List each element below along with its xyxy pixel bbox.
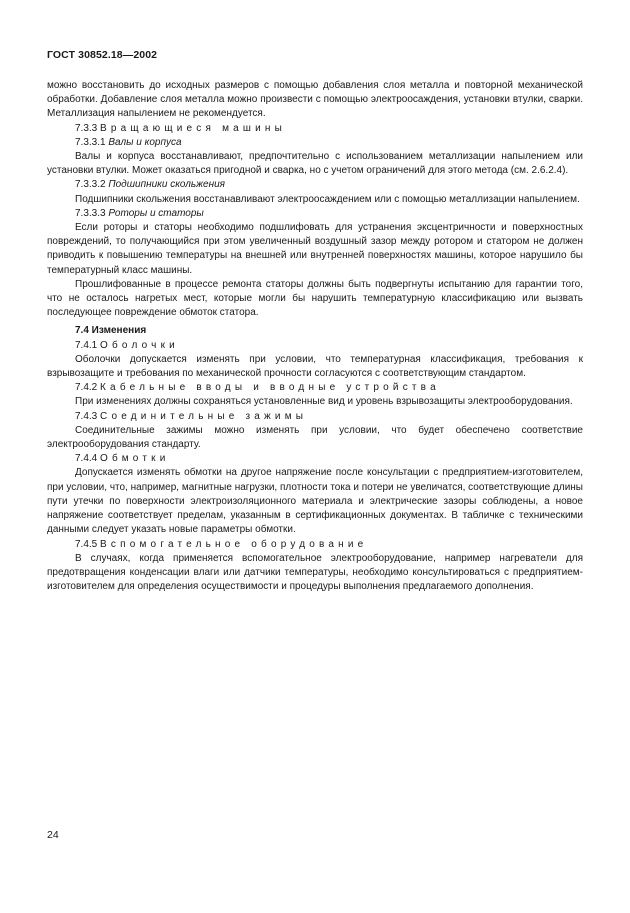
section-heading-7-4-1 [47, 339, 583, 353]
paragraph: Оболочки допускается изменять при условии, что температурная классификация, требования к взрывозащите и требования по механической прочности согласуются с соответствующим стандартом. [47, 353, 583, 380]
section-heading-7-4: 7.4 Изменения [75, 325, 147, 337]
paragraph: Соединительные зажимы можно изменять при условии, что будет обеспечено соответствие электрооборудования стандарту. [47, 424, 583, 451]
section-heading-7-4-3 [47, 410, 583, 424]
paragraph: Подшипники скольжения восстанавливают электроосаждением или с помощью металлизации напылением. [75, 193, 580, 205]
paragraph: Валы и корпуса восстанавливают, предпочтительно с использованием металлизации напылением или установки втулки. Может оказаться пригодной и сварка, но с учетом ограничений для этого метода (см. 2.6.2.4). [47, 151, 583, 177]
section-number: 7.3.3 [75, 122, 98, 134]
section-number: 7.4.1 [75, 339, 98, 351]
section-number: 7.4.4 [75, 453, 98, 465]
section-heading-7-4-2 [47, 381, 583, 395]
section-title: Обмотки [100, 453, 170, 465]
page-number: 24 [47, 829, 59, 841]
section-heading-7-3-3-1 [47, 136, 583, 150]
section-title: Оболочки [100, 339, 179, 351]
section-title: Вращающиеся машины [100, 122, 287, 134]
section-title: Подшипники скольжения [108, 179, 226, 191]
paragraph: можно восстановить до исходных размеров с помощью добавления слоя металла и повторной механической обработки. Добавление слоя металла можно произвести с помощью электроосаждения, установки втулки, сварки. Металлизация напылением не рекомендуется. [47, 80, 583, 120]
paragraph: При изменениях должны сохраняться установленные вид и уровень взрывозащиты электрооборудования. [75, 396, 573, 408]
section-number: 7.4.2 [75, 382, 98, 394]
section-heading-7-4-5 [47, 538, 583, 552]
section-number: 7.4.5 [75, 538, 98, 550]
paragraph: Допускается изменять обмотки на другое напряжение после консультации с предприятием-изготовителем, при условии, что, например, магнитные нагрузки, плотности тока и потери не увеличатся, соответствующие длины пути утечки по поверхности электроизоляционного материала и электрические зазоры соблюдены, а новое напряжение соответствует пределам, указанным в сертификационных документах. В табличке с техническими данными следует указать новые параметры обмотки. [47, 467, 583, 536]
section-number: 7.3.3.1 [75, 136, 106, 148]
section-heading-7-4-4 [47, 452, 583, 466]
section-title: Вспомогательное оборудование [100, 538, 368, 550]
section-heading-7-3-3-2 [47, 178, 583, 192]
section-number: 7.3.3.2 [75, 179, 106, 191]
section-heading-7-3-3-3 [47, 207, 583, 221]
section-heading-7-3-3 [47, 122, 583, 136]
section-title: Роторы и статоры [108, 207, 204, 219]
paragraph: В случаях, когда применяется вспомогательное электрооборудование, например нагреватели для предотвращения конденсации влаги или датчики температуры, необходимо консультироваться с предприятием-изготовителем для определения осуществимости и процедуры выполнения предлагаемого дополнения. [47, 552, 583, 593]
section-title: Кабельные вводы и вводные устройства [100, 382, 440, 394]
paragraph: Прошлифованные в процессе ремонта статоры должны быть подвергнуты испытанию для гарантии того, что не осталось нагретых мест, которые могли бы нарушить температурную классификацию или вызвать последующее повреждение обмоток статора. [47, 278, 583, 319]
paragraph: Если роторы и статоры необходимо подшлифовать для устранения эксцентричности и поверхностных повреждений, то получающийся при этом увеличенный воздушный зазор между ротором и статором не должен приводить к повышению температуры на внешней или внутренней поверхностях машины, которое нарушило бы температурный класс машины. [47, 222, 583, 276]
section-number: 7.4.3 [75, 410, 98, 422]
section-number: 7.3.3.3 [75, 207, 106, 219]
document-body [47, 79, 583, 594]
section-title: Валы и корпуса [108, 136, 182, 148]
section-title: Соединительные зажимы [100, 410, 308, 422]
document-header: ГОСТ 30852.18—2002 [47, 49, 158, 61]
